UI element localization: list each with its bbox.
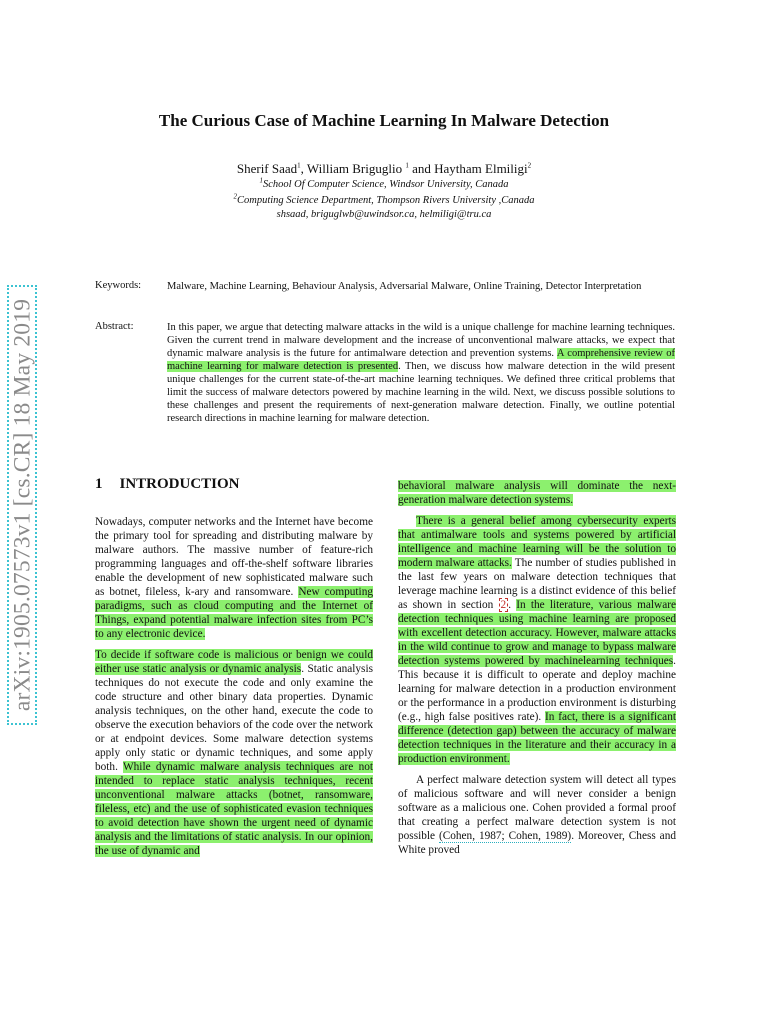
body-text: . This because it is difficult to operate and deploy machine learning for malware detection in a production environment or the performance in a production environment is disturbing (e.g., high false positives rate).	[398, 655, 676, 723]
body-text: The number of studies published in the last few years on malware detection techniques that leverage machine learning is a distinct evidence of this belief as shown in section	[398, 557, 676, 611]
body-text: . Static analysis techniques do not execute the code and only examine the code structure and other binary data properties. Dynamic analysis techniques, on the other hand, execute the code to observe the execution behaviors of the code over the network or at endpoint devices. Some malware detection systems apply only static or dynamic techniques, and some apply both.	[95, 663, 373, 773]
highlight-text: behavioral malware analysis will dominate the next-generation malware detection systems.	[398, 480, 676, 506]
section-number: 1	[95, 476, 103, 492]
author-list	[90, 161, 678, 177]
affiliation-text: School Of Computer Science, Windsor University, Canada	[262, 179, 509, 190]
affiliation-1	[90, 176, 678, 190]
highlight-text: New computing paradigms, such as cloud computing and the Internet of Things, expand potential malware infection sites from PC’s to any electronic device.	[95, 586, 373, 640]
citation-link[interactable]: (Cohen, 1987; Cohen, 1989)	[438, 830, 572, 842]
intro-paragraph-4	[398, 773, 676, 857]
affiliation-marker: 2	[527, 161, 532, 170]
highlight-text: In fact, there is a significant difference (detection gap) between the accuracy of malware detection techniques in the literature and their accuracy in a production environment.	[398, 711, 676, 765]
author-name: Sherif Saad	[236, 161, 298, 176]
affiliation-marker: 1	[405, 161, 409, 170]
affiliation-marker: 1	[297, 161, 301, 170]
highlight-text: To decide if software code is malicious or benign we could either use static analysis or dynamic analysis	[95, 649, 373, 675]
highlight-text: While dynamic malware analysis techniques are not intended to replace static analysis techniques, recent unconventional malware attacks (botnet, ransomware, fileless, etc) and the use of sophisticated evasion techniques to avoid detection have shown the urgent need of dynamic analysis and the limitations of static analysis. In our opinion, the use of dynamic and	[95, 761, 374, 857]
affiliation-2	[90, 192, 678, 206]
body-text: Nowadays, computer networks and the Internet have become the primary tool for spreading and distributing malware by malware authors. The massive number of feature-rich programming languages and off-the-shelf software libraries enable the development of new sophisticated malware such as botnet, fileless, k-ary and ransomware.	[95, 516, 373, 598]
abstract-sentence: . Then, we discuss how malware detection in the wild present unique challenges for the current state-of-the-art machine learning techniques. We defined three critical problems that limit the success of malware detectors powered by machine learning in the wild. Next, we discuss possible solutions to these challenges and present the requirements of next-generation malware detection. Finally, we outline potential research directions in machine learning for malware detection.	[167, 361, 675, 424]
affiliation-marker: 1	[259, 176, 263, 185]
section-reference-link[interactable]: 2	[500, 599, 507, 611]
highlight-text: In the literature, various malware detection techniques using machine learning are proposed with excellent detection accuracy. However, malware attacks in the wild continue to grow and manage to bypass malware detection systems powered by machinelearning techniques	[398, 599, 676, 667]
intro-paragraph-3	[398, 514, 676, 766]
highlight-text: There is a general belief among cybersecurity experts that antimalware tools and systems powered by artificial intelligence and machine learning will be the solution to modern malware attacks.	[398, 515, 676, 569]
abstract-sentence: In this paper, we argue that detecting malware attacks in the wild is a unique challenge for machine learning techniques. Given the current trend in malware development and the increase of unconventional malware attacks, we expect that dynamic malware analysis is the future for antimalware detection and prevention systems.	[167, 322, 675, 359]
continued-paragraph	[398, 479, 676, 507]
section-heading	[95, 476, 240, 493]
author-name: and Haytham Elmiligi	[408, 161, 528, 176]
intro-paragraph-1	[95, 515, 373, 641]
body-text: . Moreover, Chess and White proved	[398, 830, 676, 856]
author-name: , William Briguglio	[300, 161, 406, 176]
paper-title: The Curious Case of Machine Learning In Malware Detection	[158, 111, 610, 130]
intro-paragraph-2	[95, 648, 373, 858]
arxiv-stamp-text[interactable]: arXiv:1905.07573v1 [cs.CR] 18 May 2019	[9, 298, 36, 712]
affiliation-text: Computing Science Department, Thompson Rivers University ,Canada	[237, 195, 535, 206]
abstract-label: Abstract:	[95, 321, 134, 332]
left-column	[95, 515, 373, 858]
affiliation-marker: 2	[233, 192, 238, 201]
abstract-text	[167, 321, 675, 425]
body-text: A perfect malware detection system will detect all types of malicious software and will never consider a benign software as a malicious one. Cohen provided a formal proof that creating a perfect malware detection system is not possible	[398, 774, 676, 842]
body-text: .	[508, 599, 517, 611]
section-title: INTRODUCTION	[119, 476, 240, 492]
keywords-text: Malware, Machine Learning, Behaviour Analysis, Adversarial Malware, Online Training, Detector Interpretation	[167, 281, 642, 292]
arxiv-stamp[interactable]	[5, 285, 41, 725]
keywords-label: Keywords:	[95, 280, 142, 291]
author-emails: shsaad, briguglwb@uwindsor.ca, helmiligi@tru.ca	[276, 209, 492, 220]
right-column	[398, 479, 676, 857]
abstract-highlight: A comprehensive review of machine learning for malware detection is presented	[167, 348, 675, 372]
